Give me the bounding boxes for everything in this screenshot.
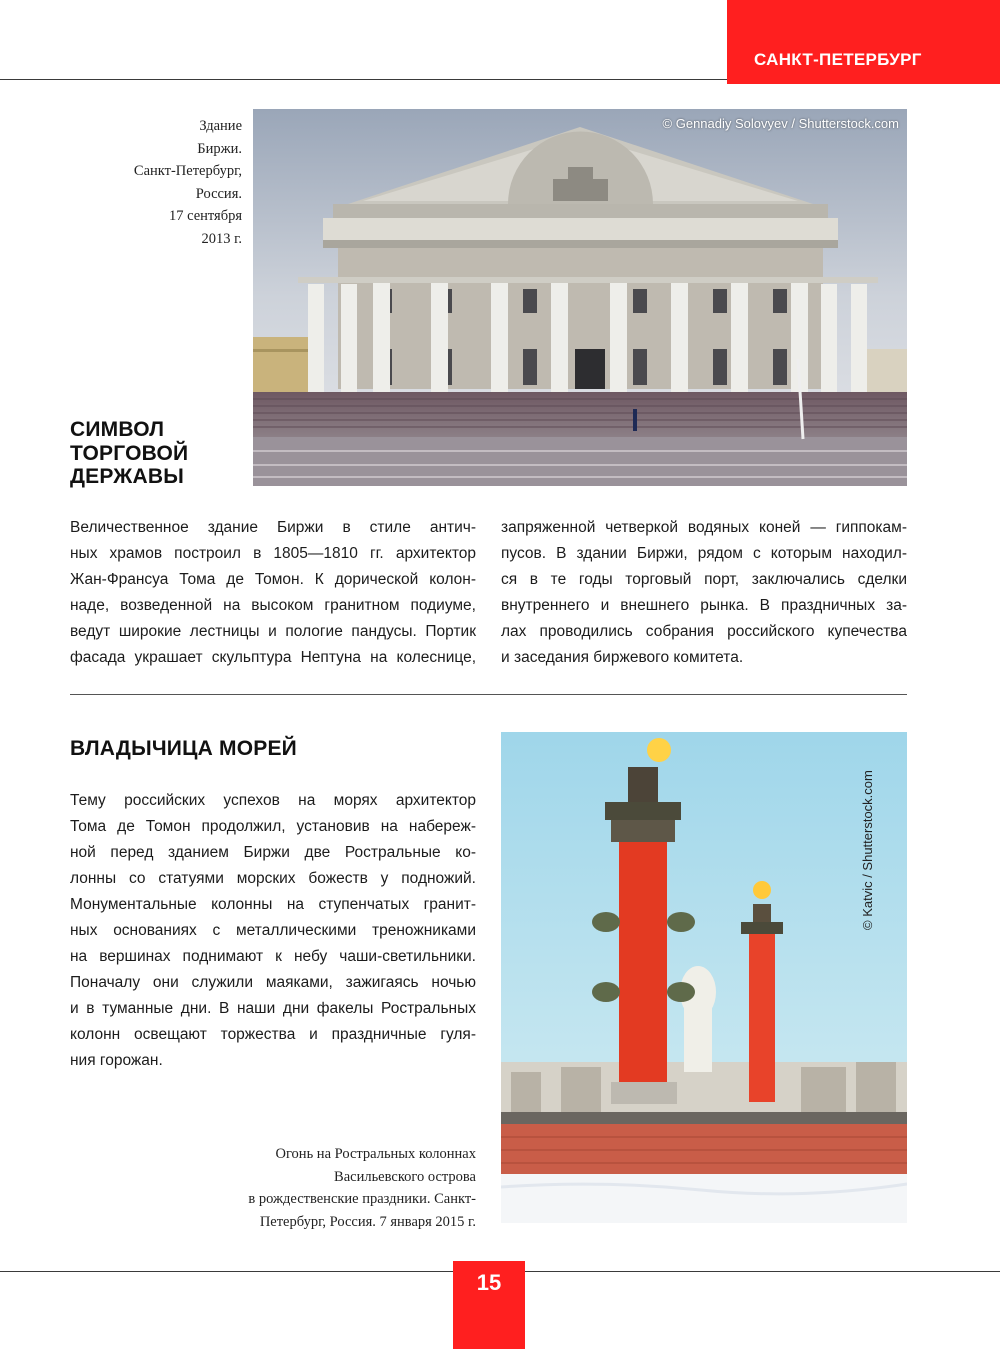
photo-credit: © Gennadiy Solovyev / Shutterstock.com — [662, 116, 899, 131]
section-divider — [70, 694, 907, 695]
text-line: ведут широкие лестницы и пологие пандусы. Портик — [70, 623, 476, 640]
text-line: и заседания биржевого комитета. — [501, 649, 744, 666]
text-line: ных основаниях с металлическими треножниками — [70, 922, 476, 939]
photo-caption-exchange — [90, 115, 242, 250]
text-line: запряженной четверкой водяных коней — гиппокам- — [501, 519, 907, 536]
stock-exchange-illustration — [253, 109, 907, 486]
section-title: САНКТ-ПЕТЕРБУРГ — [754, 50, 922, 69]
section-tab — [727, 0, 1000, 84]
caption-line: в рождественские праздники. Санкт- — [248, 1191, 476, 1207]
text-line: фасада украшает скульптура Нептуна на колеснице, — [70, 649, 476, 666]
header-rule — [0, 79, 727, 80]
heading-line: СИМВОЛ — [70, 418, 165, 441]
body-column-seas — [70, 788, 476, 1074]
text-line: ных храмов построил в 1805—1810 гг. архитектор — [70, 545, 476, 562]
caption-line: Биржи. — [197, 140, 242, 157]
caption-line: Васильевского острова — [334, 1168, 476, 1185]
text-line: Монументальные колонны на ступенчатых гранит- — [70, 896, 476, 913]
text-line: и в туманные дни. В наши дни факелы Ростральных — [70, 1000, 476, 1017]
text-line: лах проводились собрания российского купечества — [501, 623, 907, 640]
photo-caption-rostral — [205, 1143, 476, 1233]
page-number — [453, 1261, 525, 1349]
caption-line: Огонь на Ростральных колоннах — [275, 1146, 476, 1162]
text-line: Жан-Франсуа Тома де Томон. К дорической колон- — [70, 571, 476, 588]
text-line: Поначалу они служили маяками, зажигаясь ночью — [70, 974, 476, 991]
photo-credit-vertical: © Katvic / Shutterstock.com — [860, 770, 875, 930]
body-column-right — [501, 515, 907, 671]
photo-stock-exchange — [253, 109, 907, 486]
caption-line: 2013 г. — [201, 230, 242, 247]
caption-line: Россия. — [195, 185, 242, 202]
section-heading-trade — [70, 418, 240, 489]
text-line: колонн освещают торжества и праздничные гуля- — [70, 1026, 476, 1043]
text-line: ся в те годы торговый порт, заключались сделки — [501, 571, 907, 588]
text-line: Тему российских успехов на морях архитектор — [70, 792, 476, 809]
text-line: на вершинах поднимают к небу чаши-светильники. — [70, 948, 476, 965]
heading-line: ДЕРЖАВЫ — [70, 465, 184, 488]
caption-line: 17 сентября — [168, 208, 242, 224]
text-line: ния горожан. — [70, 1052, 163, 1069]
caption-line: Петербург, Россия. 7 января 2015 г. — [259, 1213, 476, 1230]
text-line: наде, возведенной на высоком гранитном подиуме, — [70, 597, 476, 614]
section-heading-seas: ВЛАДЫЧИЦА МОРЕЙ — [70, 737, 297, 760]
text-line: Тома де Томон продолжил, установив на набереж- — [70, 818, 476, 835]
text-line: лонны со статуями морских божеств у подножий. — [70, 870, 476, 887]
rostral-columns-illustration — [501, 732, 907, 1223]
photo-rostral-columns — [501, 732, 907, 1223]
heading-line: ТОРГОВОЙ — [70, 441, 189, 465]
text-line: пусов. В здании Биржи, рядом с которым находил- — [501, 545, 907, 562]
caption-line: Санкт-Петербург, — [133, 163, 242, 179]
caption-line: Здание — [199, 118, 242, 134]
page-number-text: 15 — [476, 1270, 502, 1295]
text-line: внутреннего и внешнего рынка. В праздничных за- — [501, 597, 907, 614]
body-column-left — [70, 515, 476, 671]
text-line: Величественное здание Биржи в стиле антич- — [70, 519, 476, 536]
text-line: ной перед зданием Биржи две Ростральные ко- — [70, 844, 476, 861]
